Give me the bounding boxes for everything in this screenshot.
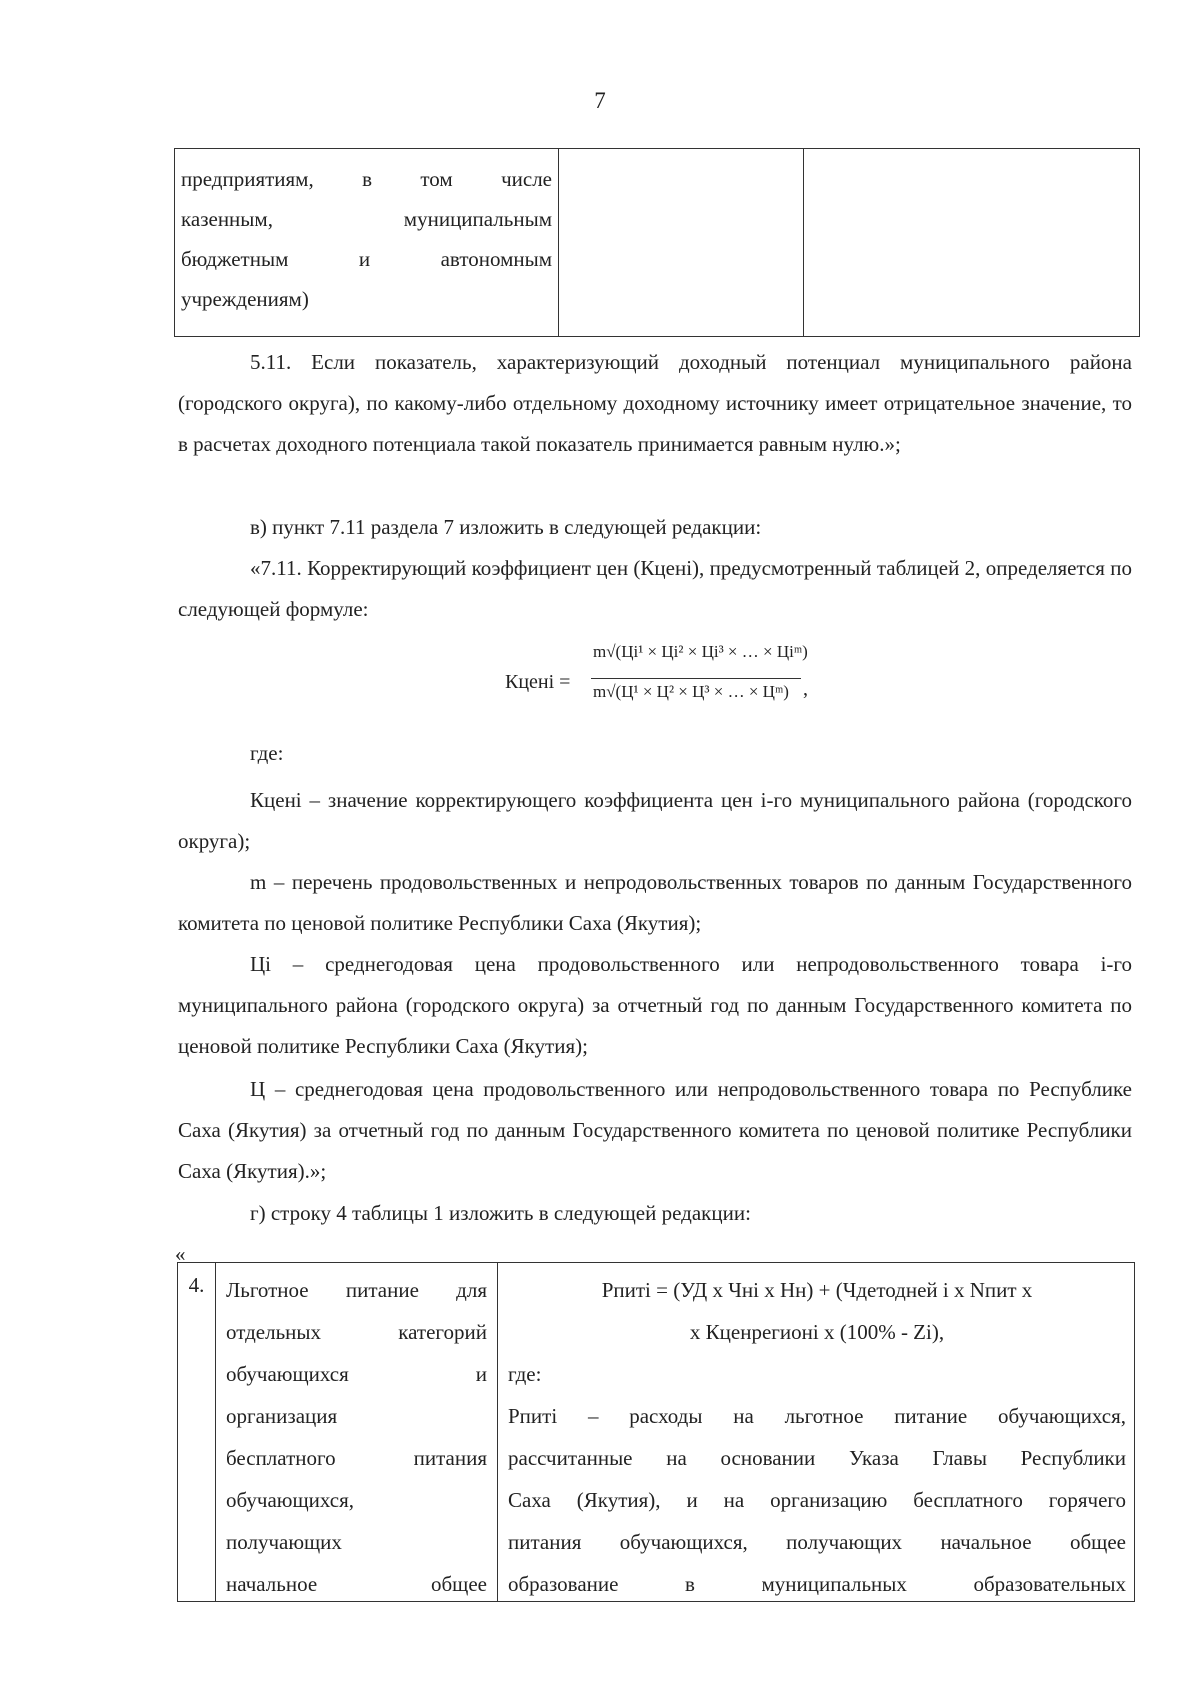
paragraph-gde: где: [250, 741, 284, 765]
cell-line: питания обучающихся, получающих начальное общее [508, 1530, 1126, 1554]
cell-line: обучающихся, [226, 1488, 354, 1512]
table-cell-empty [559, 149, 804, 336]
formula-lhs: Кценi = [505, 671, 571, 693]
cell-line: бюджетным и автономным [181, 247, 552, 271]
opening-quote: « [175, 1242, 186, 1266]
formula-denominator: m√(Ц¹ × Ц² × Ц³ × … × Цᵐ) [593, 682, 789, 701]
cell-line: казенным, муниципальным [181, 207, 552, 231]
cell-line: образование в муниципальных образовательных [508, 1572, 1126, 1596]
formula-numerator: m√(Цi¹ × Цi² × Цi³ × … × Цiᵐ) [593, 642, 808, 661]
cell-line: получающих [226, 1530, 342, 1554]
formula-line: Рпитi = (УД х Чнi х Нн) + (Чдетодней i х Nпит х [601, 1278, 1033, 1302]
cell-line: где: [508, 1362, 542, 1386]
cell-line: предприятиям, в том числе [181, 167, 552, 191]
cell-line: начальное общее [226, 1572, 487, 1596]
paragraph-m: m – перечень продовольственных и непродовольственных товаров по данным Государственного комитета по ценовой политике Республики Саха (Якутия); [178, 870, 1132, 935]
page-number: 7 [594, 88, 606, 113]
continuation-table [174, 148, 1140, 337]
row-formula-cell [498, 1263, 1134, 1601]
paragraph-v: в) пункт 7.11 раздела 7 изложить в следующей редакции: [250, 515, 762, 539]
cell-line: бесплатного питания [226, 1446, 487, 1470]
cell-line: Саха (Якутия), и на организацию бесплатного горячего [508, 1488, 1126, 1512]
paragraph-5-11: 5.11. Если показатель, характеризующий доходный потенциал муниципального района (городского округа), по какому-либо отдельному доходному источнику имеет отрицательное значение, то в расчетах доходного потенциала такой показатель принимается равным нулю.»; [178, 350, 1132, 456]
paragraph-7-11: «7.11. Корректирующий коэффициент цен (Кценi), предусмотренный таблицей 2, определяется по следующей формуле: [178, 556, 1132, 621]
row-number: 4. [178, 1263, 216, 1601]
cell-line: рассчитанные на основании Указа Главы Республики [508, 1446, 1126, 1470]
table-cell-recipients [175, 149, 559, 336]
formula-comma: , [803, 678, 808, 700]
table-1-row-4 [177, 1262, 1135, 1602]
price-coefficient-formula [505, 638, 845, 730]
fraction-bar [591, 678, 801, 679]
paragraph-c: Ц – среднегодовая цена продовольственного или непродовольственного товара по Республике Саха (Якутия) за отчетный год по данным Государственного комитета по ценовой политике Республики Саха (Якутия).»; [178, 1077, 1132, 1183]
cell-line: обучающихся и [226, 1362, 487, 1386]
paragraph-kcen: Кценi – значение корректирующего коэффициента цен i-го муниципального района (городского округа); [178, 788, 1132, 853]
cell-line: Льготное питание для [226, 1278, 487, 1302]
paragraph-ci: Цi – среднегодовая цена продовольственного или непродовольственного товара i-го муниципального района (городского округа) за отчетный год по данным Государственного комитета по ценовой политике Республики Саха (Якутия); [178, 952, 1132, 1058]
row-name-cell [216, 1263, 498, 1601]
cell-line: отдельных категорий [226, 1320, 487, 1344]
formula-line: х Кценрегионi х (100% - Zi), [689, 1320, 945, 1344]
paragraph-g: г) строку 4 таблицы 1 изложить в следующей редакции: [250, 1201, 751, 1225]
cell-line: Рпитi – расходы на льготное питание обучающихся, [508, 1404, 1126, 1428]
cell-line: учреждениям) [181, 287, 309, 311]
cell-line: организация [226, 1404, 338, 1428]
